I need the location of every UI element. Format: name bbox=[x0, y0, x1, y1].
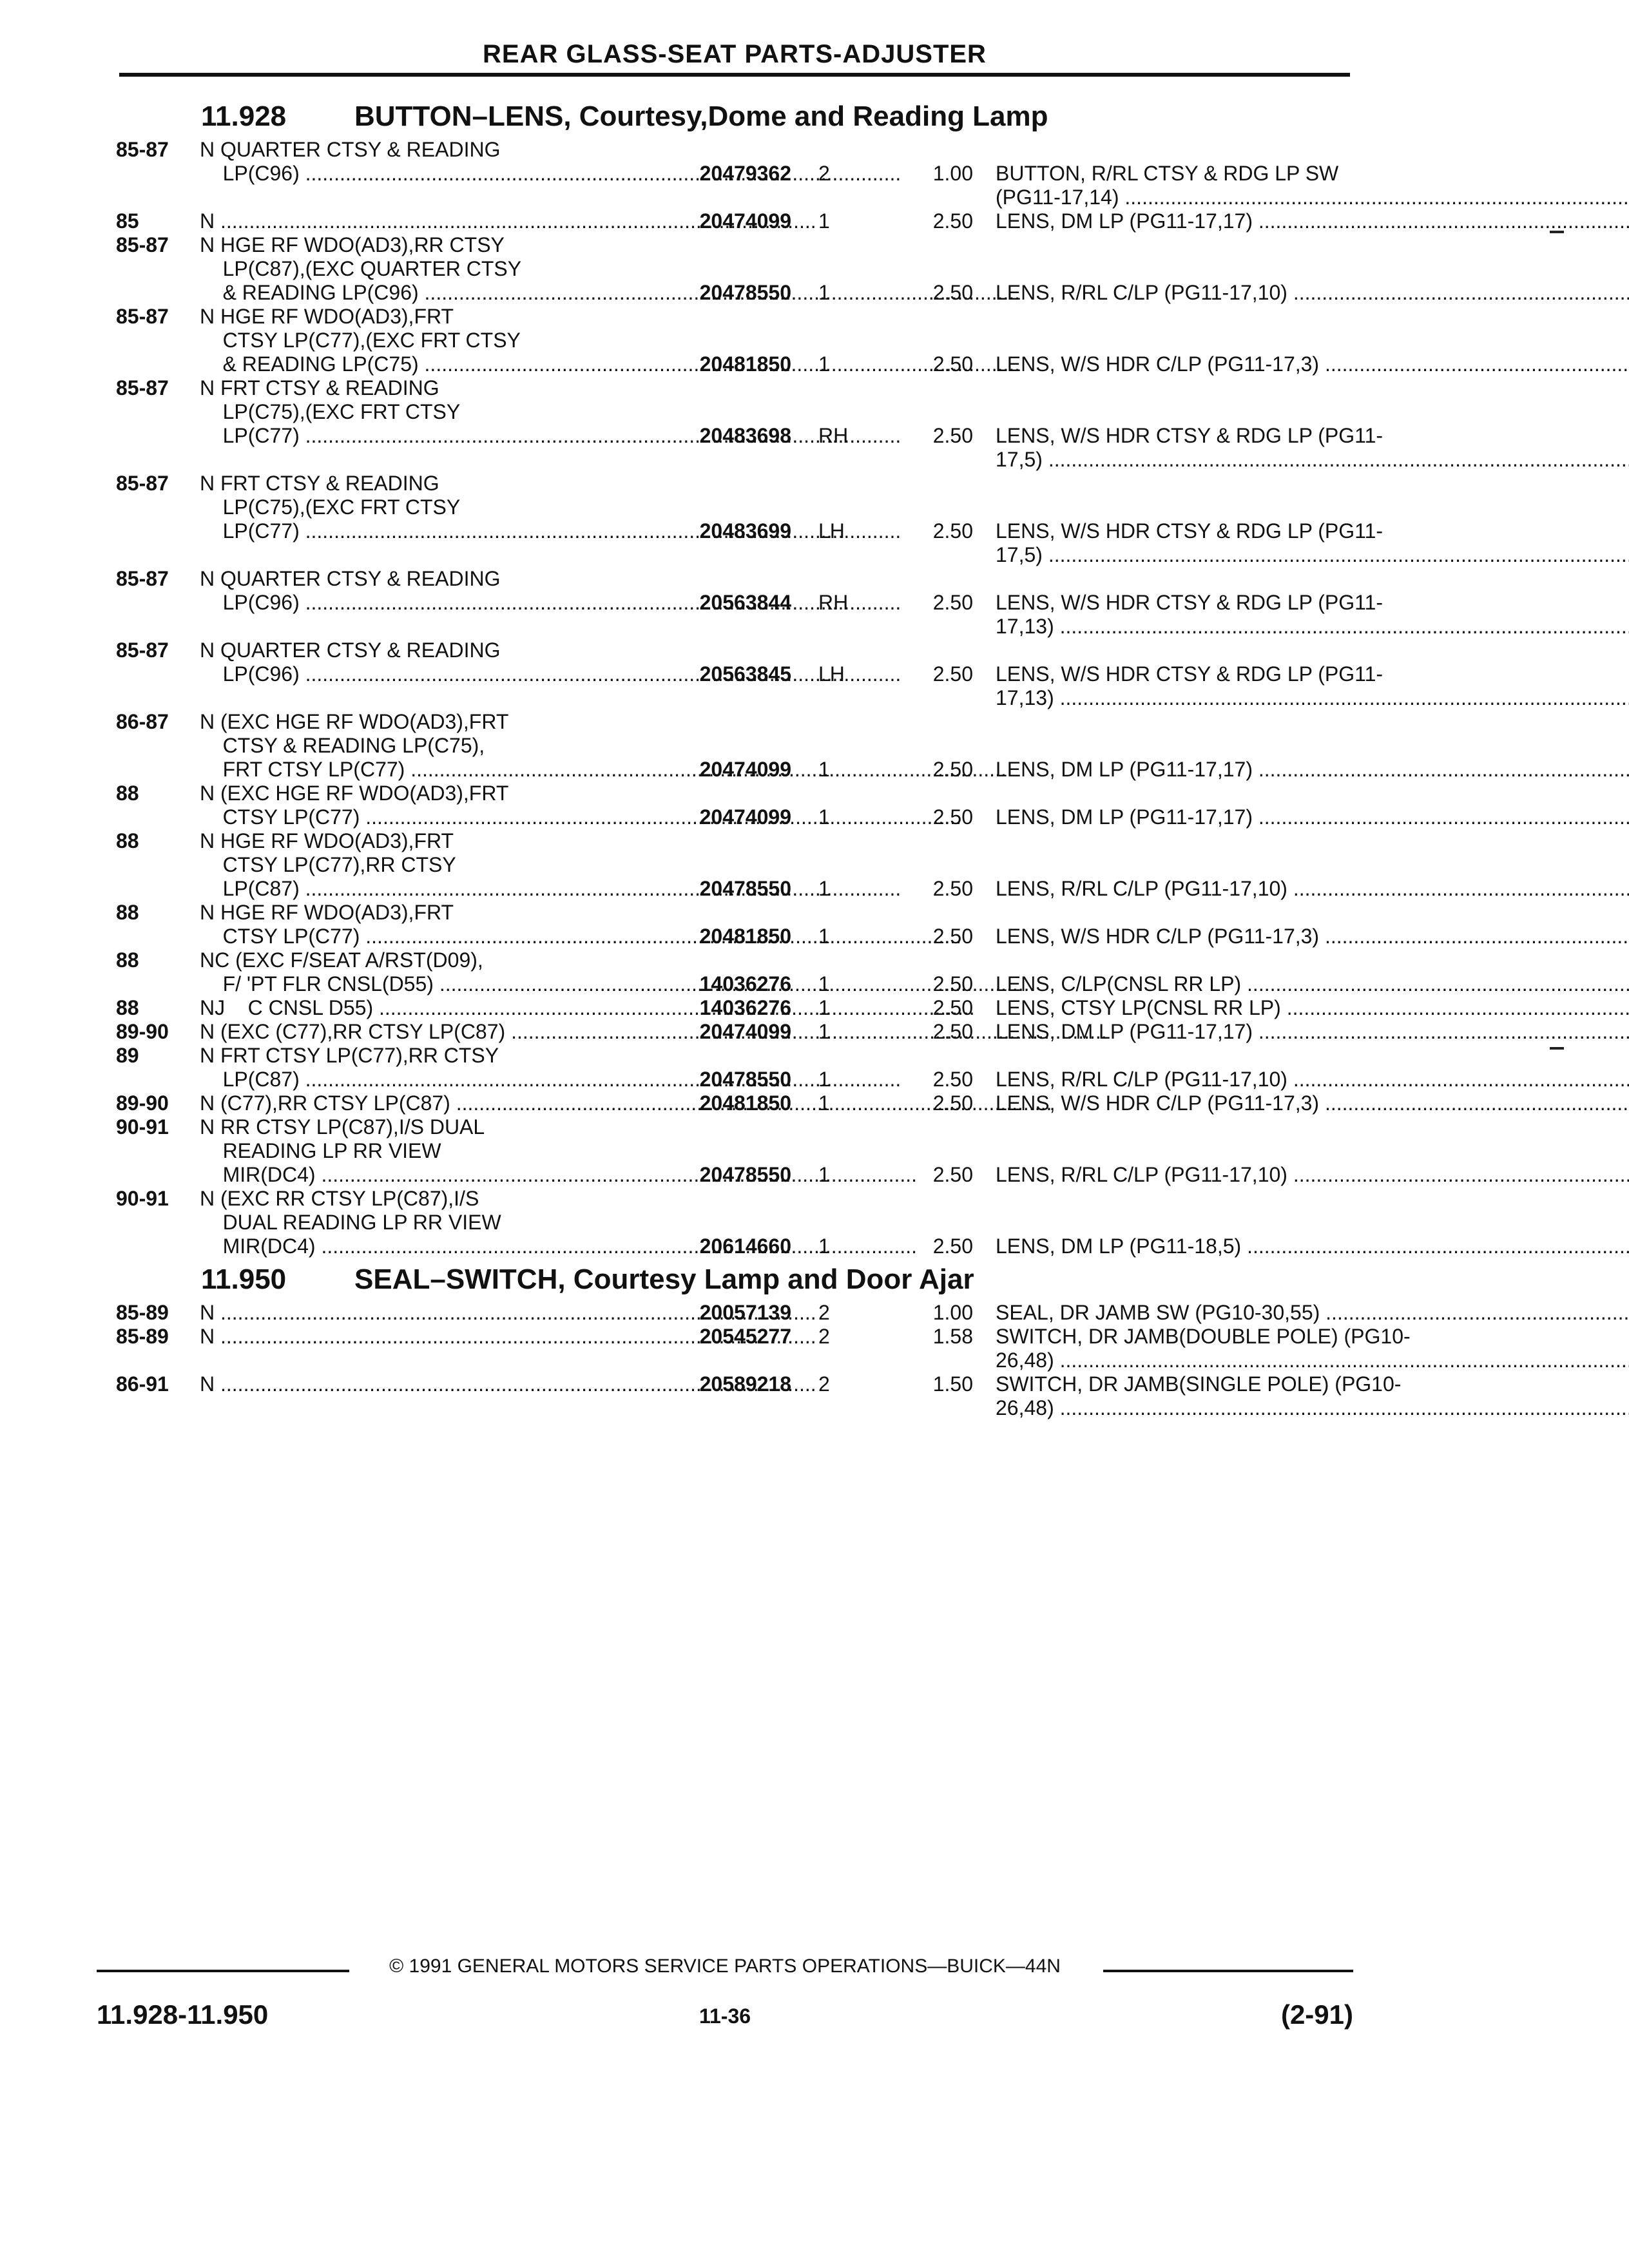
usage-description: F/ 'PT FLR CNSL(D55) ..... bbox=[200, 972, 651, 996]
model-years: 88 bbox=[116, 996, 139, 1019]
usage-description: N ..... bbox=[200, 1372, 651, 1396]
model-years: 86-87 bbox=[116, 710, 169, 733]
model-years: 88 bbox=[116, 829, 139, 852]
parts-listing bbox=[116, 95, 1411, 1420]
parts-row bbox=[116, 1044, 1353, 1091]
quantity: 2 bbox=[818, 162, 830, 185]
part-number: 20478550 bbox=[699, 1068, 791, 1091]
part-name: LENS, W/S HDR CTSY & RDG LP (PG11- bbox=[996, 662, 1383, 686]
model-years: 88 bbox=[116, 948, 139, 972]
quantity: 1 bbox=[818, 996, 830, 1019]
part-number: 20589218 bbox=[699, 1372, 791, 1396]
parts-row bbox=[116, 901, 1353, 948]
part-number: 20563845 bbox=[699, 662, 791, 686]
parts-row bbox=[116, 209, 1353, 233]
quantity: 2 bbox=[818, 1325, 830, 1348]
part-name: LENS, DM LP (PG11-18,5) ..... bbox=[996, 1235, 1353, 1258]
usage-description: N HGE RF WDO(AD3),RR CTSY bbox=[200, 233, 505, 256]
part-name: 17,13) ..... bbox=[996, 686, 1353, 710]
part-number: 20545277 bbox=[699, 1325, 791, 1348]
part-number: 20478550 bbox=[699, 877, 791, 900]
usage-description: N HGE RF WDO(AD3),FRT bbox=[200, 305, 454, 328]
usage-description: & READING LP(C75) ..... bbox=[200, 352, 651, 376]
usage-description: LP(C87) ..... bbox=[200, 1068, 651, 1091]
quantity: RH bbox=[818, 424, 849, 447]
parts-row bbox=[116, 567, 1383, 639]
part-name: LENS, DM LP (PG11-17,17) ..... bbox=[996, 758, 1353, 782]
part-name: 17,5) ..... bbox=[996, 448, 1353, 472]
model-years: 89-90 bbox=[116, 1091, 169, 1115]
usage-description: N ..... bbox=[200, 209, 651, 233]
part-name: SEAL, DR JAMB SW (PG10-30,55) ..... bbox=[996, 1301, 1353, 1325]
part-name: LENS, W/S HDR CTSY & RDG LP (PG11- bbox=[996, 591, 1383, 614]
quantity: 1 bbox=[818, 1163, 830, 1186]
price: 1.00 bbox=[932, 1301, 973, 1324]
model-years: 85-87 bbox=[116, 567, 169, 590]
parts-row bbox=[116, 472, 1383, 567]
page-header bbox=[119, 40, 1350, 77]
price: 1.00 bbox=[932, 162, 973, 185]
price: 2.50 bbox=[932, 1091, 973, 1115]
quantity: RH bbox=[818, 591, 849, 614]
quantity: 1 bbox=[818, 972, 830, 995]
footer-section-range: 11.928-11.950 bbox=[97, 1999, 269, 2030]
part-name: LENS, W/S HDR C/LP (PG11-17,3) ..... bbox=[996, 1091, 1353, 1115]
usage-description: MIR(DC4) ..... bbox=[200, 1235, 651, 1258]
quantity: 2 bbox=[818, 1301, 830, 1324]
usage-description: CTSY LP(C77),RR CTSY bbox=[200, 853, 456, 876]
section-title: SEAL–SWITCH, Courtesy Lamp and Door Ajar bbox=[354, 1264, 974, 1295]
price: 2.50 bbox=[932, 758, 973, 781]
quantity: 1 bbox=[818, 352, 830, 376]
usage-description: N QUARTER CTSY & READING bbox=[200, 567, 501, 590]
parts-row bbox=[116, 1091, 1353, 1115]
model-years: 85-89 bbox=[116, 1325, 169, 1348]
usage-description: FRT CTSY LP(C77) ..... bbox=[200, 758, 651, 782]
model-years: 85-87 bbox=[116, 639, 169, 662]
model-years: 85-87 bbox=[116, 305, 169, 328]
usage-description: N RR CTSY LP(C87),I/S DUAL bbox=[200, 1115, 485, 1139]
parts-row bbox=[116, 376, 1383, 472]
usage-description: LP(C87),(EXC QUARTER CTSY bbox=[200, 257, 522, 280]
price: 2.50 bbox=[932, 1020, 973, 1043]
parts-row bbox=[116, 639, 1383, 710]
part-name: 17,13) ..... bbox=[996, 615, 1353, 639]
usage-description: N (C77),RR CTSY LP(C87) ..... bbox=[200, 1091, 651, 1115]
part-name: LENS, R/RL C/LP (PG11-17,10) ..... bbox=[996, 281, 1353, 305]
quantity: 1 bbox=[818, 877, 830, 900]
margin-mark bbox=[1550, 1047, 1564, 1050]
quantity: 1 bbox=[818, 281, 830, 304]
usage-description: LP(C75),(EXC FRT CTSY bbox=[200, 400, 461, 423]
model-years: 85-89 bbox=[116, 1301, 169, 1324]
price: 2.50 bbox=[932, 352, 973, 376]
usage-description: NJ C CNSL D55) ..... bbox=[200, 996, 651, 1020]
parts-row bbox=[116, 829, 1353, 901]
usage-description: LP(C96) ..... bbox=[200, 591, 651, 615]
part-number: 20474099 bbox=[699, 805, 791, 829]
price: 1.58 bbox=[932, 1325, 973, 1348]
usage-description: CTSY LP(C77) ..... bbox=[200, 925, 651, 948]
price: 2.50 bbox=[932, 996, 973, 1019]
section-heading bbox=[116, 1258, 1353, 1301]
part-name: LENS, R/RL C/LP (PG11-17,10) ..... bbox=[996, 1068, 1353, 1091]
parts-row bbox=[116, 710, 1353, 782]
part-name: LENS, DM LP (PG11-17,17) ..... bbox=[996, 805, 1353, 829]
model-years: 90-91 bbox=[116, 1115, 169, 1139]
section-title: BUTTON–LENS, Courtesy,Dome and Reading Lamp bbox=[354, 101, 1048, 132]
parts-row bbox=[116, 1020, 1353, 1044]
price: 2.50 bbox=[932, 591, 973, 614]
parts-row bbox=[116, 1115, 1353, 1187]
part-name: LENS, R/RL C/LP (PG11-17,10) ..... bbox=[996, 877, 1353, 901]
part-name: LENS, DM LP (PG11-17,17) ..... bbox=[996, 209, 1353, 233]
part-name: 26,48) ..... bbox=[996, 1349, 1353, 1372]
usage-description: N ..... bbox=[200, 1325, 651, 1349]
page-title: REAR GLASS-SEAT PARTS-ADJUSTER bbox=[483, 40, 987, 68]
footer-revision-date: (2-91) bbox=[1280, 1999, 1353, 2030]
model-years: 85-87 bbox=[116, 233, 169, 256]
usage-description: CTSY LP(C77),(EXC FRT CTSY bbox=[200, 329, 521, 352]
part-name: LENS, DM LP (PG11-17,17) ..... bbox=[996, 1020, 1353, 1044]
usage-description: N ..... bbox=[200, 1301, 651, 1325]
usage-description: LP(C96) ..... bbox=[200, 662, 651, 686]
price: 2.50 bbox=[932, 877, 973, 900]
part-name: LENS, W/S HDR C/LP (PG11-17,3) ..... bbox=[996, 352, 1353, 376]
usage-description: MIR(DC4) ..... bbox=[200, 1163, 651, 1187]
usage-description: LP(C96) ..... bbox=[200, 162, 651, 186]
parts-row bbox=[116, 305, 1353, 376]
price: 2.50 bbox=[932, 209, 973, 233]
price: 2.50 bbox=[932, 1235, 973, 1258]
model-years: 85-87 bbox=[116, 376, 169, 399]
usage-description: N QUARTER CTSY & READING bbox=[200, 138, 501, 161]
price: 2.50 bbox=[932, 281, 973, 304]
model-years: 85 bbox=[116, 209, 139, 233]
section-heading bbox=[116, 95, 1353, 138]
usage-description: NC (EXC F/SEAT A/RST(D09), bbox=[200, 948, 483, 972]
price: 1.50 bbox=[932, 1372, 973, 1396]
usage-description: N QUARTER CTSY & READING bbox=[200, 639, 501, 662]
part-name: LENS, R/RL C/LP (PG11-17,10) ..... bbox=[996, 1163, 1353, 1187]
part-name: 17,5) ..... bbox=[996, 543, 1353, 567]
part-number: 20481850 bbox=[699, 352, 791, 376]
usage-description: N (EXC RR CTSY LP(C87),I/S bbox=[200, 1187, 479, 1210]
part-number: 20481850 bbox=[699, 1091, 791, 1115]
usage-description: LP(C75),(EXC FRT CTSY bbox=[200, 495, 461, 519]
model-years: 90-91 bbox=[116, 1187, 169, 1210]
usage-description: CTSY LP(C77) ..... bbox=[200, 805, 651, 829]
part-name: 26,48) ..... bbox=[996, 1396, 1353, 1420]
model-years: 89-90 bbox=[116, 1020, 169, 1043]
quantity: 1 bbox=[818, 805, 830, 829]
part-name: LENS, C/LP(CNSL RR LP) ..... bbox=[996, 972, 1353, 996]
part-number: 20474099 bbox=[699, 1020, 791, 1043]
usage-description: N (EXC HGE RF WDO(AD3),FRT bbox=[200, 710, 509, 733]
section-number: 11.950 bbox=[201, 1264, 287, 1295]
model-years: 88 bbox=[116, 782, 139, 805]
part-number: 20478550 bbox=[699, 281, 791, 304]
part-name: (PG11-17,14) ..... bbox=[996, 186, 1353, 209]
price: 2.50 bbox=[932, 1068, 973, 1091]
usage-description: LP(C77) ..... bbox=[200, 519, 651, 543]
part-name: LENS, W/S HDR C/LP (PG11-17,3) ..... bbox=[996, 925, 1353, 948]
parts-row bbox=[116, 996, 1353, 1020]
parts-row bbox=[116, 233, 1353, 305]
usage-description: & READING LP(C96) ..... bbox=[200, 281, 651, 305]
parts-row bbox=[116, 948, 1353, 996]
usage-description: N FRT CTSY & READING bbox=[200, 472, 439, 495]
usage-description: N HGE RF WDO(AD3),FRT bbox=[200, 901, 454, 924]
part-number: 20057139 bbox=[699, 1301, 791, 1324]
price: 2.50 bbox=[932, 1163, 973, 1186]
quantity: 1 bbox=[818, 1091, 830, 1115]
part-name: BUTTON, R/RL CTSY & RDG LP SW bbox=[996, 162, 1339, 185]
part-number: 20474099 bbox=[699, 758, 791, 781]
quantity: 1 bbox=[818, 1068, 830, 1091]
usage-description: N (EXC (C77),RR CTSY LP(C87) ..... bbox=[200, 1020, 651, 1044]
part-name: LENS, W/S HDR CTSY & RDG LP (PG11- bbox=[996, 424, 1383, 447]
parts-row bbox=[116, 1372, 1402, 1420]
model-years: 86-91 bbox=[116, 1372, 169, 1396]
price: 2.50 bbox=[932, 424, 973, 447]
part-number: 14036276 bbox=[699, 972, 791, 995]
usage-description: LP(C77) ..... bbox=[200, 424, 651, 448]
part-name: SWITCH, DR JAMB(DOUBLE POLE) (PG10- bbox=[996, 1325, 1411, 1348]
quantity: 1 bbox=[818, 925, 830, 948]
footer-page-number: 11-36 bbox=[699, 2004, 751, 2028]
part-number: 20614660 bbox=[699, 1235, 791, 1258]
model-years: 85-87 bbox=[116, 472, 169, 495]
part-number: 20481850 bbox=[699, 925, 791, 948]
usage-description: READING LP RR VIEW bbox=[200, 1139, 441, 1162]
usage-description: N FRT CTSY LP(C77),RR CTSY bbox=[200, 1044, 499, 1067]
price: 2.50 bbox=[932, 925, 973, 948]
quantity: LH bbox=[818, 662, 845, 686]
part-name: LENS, W/S HDR CTSY & RDG LP (PG11- bbox=[996, 519, 1383, 543]
quantity: 1 bbox=[818, 758, 830, 781]
usage-description: CTSY & READING LP(C75), bbox=[200, 734, 485, 757]
usage-description: DUAL READING LP RR VIEW bbox=[200, 1211, 501, 1234]
part-name: SWITCH, DR JAMB(SINGLE POLE) (PG10- bbox=[996, 1372, 1402, 1396]
part-number: 20478550 bbox=[699, 1163, 791, 1186]
quantity: 2 bbox=[818, 1372, 830, 1396]
quantity: 1 bbox=[818, 1020, 830, 1043]
usage-description: LP(C87) ..... bbox=[200, 877, 651, 901]
part-number: 20483699 bbox=[699, 519, 791, 543]
model-years: 88 bbox=[116, 901, 139, 924]
part-number: 20483698 bbox=[699, 424, 791, 447]
part-number: 20479362 bbox=[699, 162, 791, 185]
parts-row bbox=[116, 1301, 1353, 1325]
model-years: 89 bbox=[116, 1044, 139, 1067]
usage-description: N HGE RF WDO(AD3),FRT bbox=[200, 829, 454, 852]
part-number: 20563844 bbox=[699, 591, 791, 614]
margin-mark bbox=[1550, 231, 1564, 233]
quantity: 1 bbox=[818, 209, 830, 233]
section-number: 11.928 bbox=[201, 101, 287, 132]
parts-row bbox=[116, 782, 1353, 829]
usage-description: N FRT CTSY & READING bbox=[200, 376, 439, 399]
parts-row bbox=[116, 1325, 1411, 1372]
part-number: 20474099 bbox=[699, 209, 791, 233]
footer-copyright: © 1991 GENERAL MOTORS SERVICE PARTS OPERATIONS—BUICK—44N bbox=[389, 1956, 1061, 1977]
quantity: LH bbox=[818, 519, 845, 543]
usage-description: N (EXC HGE RF WDO(AD3),FRT bbox=[200, 782, 509, 805]
quantity: 1 bbox=[818, 1235, 830, 1258]
price: 2.50 bbox=[932, 662, 973, 686]
price: 2.50 bbox=[932, 519, 973, 543]
price: 2.50 bbox=[932, 805, 973, 829]
parts-row bbox=[116, 138, 1353, 209]
part-number: 14036276 bbox=[699, 996, 791, 1019]
part-name: LENS, CTSY LP(CNSL RR LP) ..... bbox=[996, 996, 1353, 1020]
price: 2.50 bbox=[932, 972, 973, 995]
model-years: 85-87 bbox=[116, 138, 169, 161]
parts-row bbox=[116, 1187, 1353, 1258]
